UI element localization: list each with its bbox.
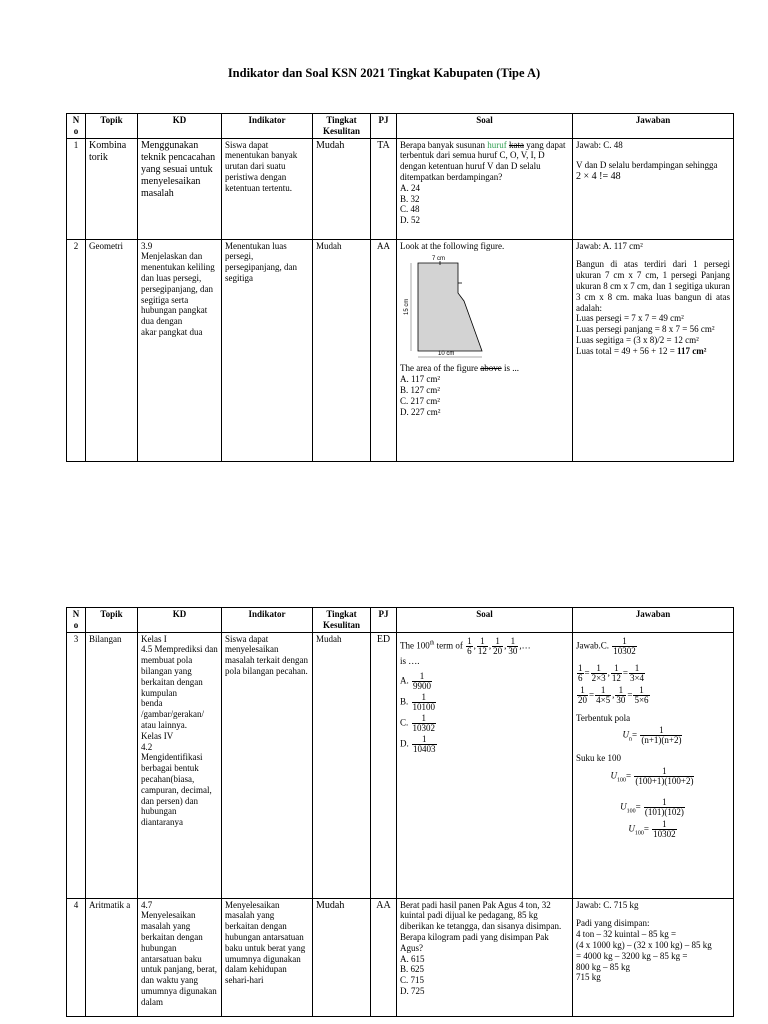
header-kd: KD	[138, 608, 222, 633]
cell-jawaban: Jawab.C. $\frac{1}{10302}$ $\frac{1}{6}$ = $\frac{1}{2\times 3}$ , $\frac{1}{12}$ = $\frac{1}{3\times 4}$ $\frac{1}{20}$ = $\frac{1}{4\times 5}$ , $\frac{1}{30}$ = $\frac{1}{5\times 6}$ Terbentuk pola $U_n=$ $\frac{1}{(n+1)(n+2)}$ Suku ke 100 $U_{100}=$ $\frac{1}{(100+1)(100+2)}$ $U_{100}=$ $\frac{1}{(101)(102)}$ $U_{100}=$ $\frac{1}{10302}$	[573, 632, 734, 898]
soal-text: The 100th term of $\frac{1}{6}$ , $\frac{1}{12}$ , $\frac{1}{20}$ , $\frac{1}{30}$ ,…	[400, 635, 531, 656]
option-d: D. 227 cm²	[400, 406, 441, 417]
option-a: A. $\frac{1}{9900}$	[400, 671, 431, 692]
answer-u100-step3: $U_{100}=$ $\frac{1}{10302}$	[628, 819, 676, 840]
cell-jawaban	[573, 138, 734, 239]
option-b: B. $\frac{1}{10100}$	[400, 692, 436, 713]
cell-tingkat: Mudah	[313, 632, 371, 898]
cell-indikator: Menentukan luas persegi, persegipanjang, dan segitiga	[222, 239, 313, 461]
answer-general-term: $U_n=$ $\frac{1}{(n+1)(n+2)}$	[622, 725, 682, 746]
cell-no: 3	[67, 632, 86, 898]
cell-soal	[397, 898, 573, 1016]
header-jawaban: Jawaban	[573, 608, 734, 633]
table-row	[67, 239, 734, 461]
option-c: C. 48	[400, 204, 420, 215]
cell-tingkat: Mudah	[313, 138, 371, 239]
header-soal: Soal	[397, 114, 573, 139]
cell-soal	[397, 138, 573, 239]
cell-no: 4	[67, 898, 86, 1016]
cell-tingkat: Mudah	[313, 239, 371, 461]
header-row	[67, 608, 734, 633]
soal-text: Berat padi hasil panen Pak Agus 4 ton, 32 kuintal padi dijual ke pedagang, 85 kg diberikan ke tetangga, dan sisanya disimpan. Berapa kilogram padi yang disimpan Pak Agus?	[400, 899, 562, 953]
soal-question: The area of the figure above is ...	[400, 363, 519, 374]
option-c: C. 715	[400, 975, 425, 986]
header-topik: Topik	[86, 608, 138, 633]
header-jawaban: Jawaban	[573, 114, 734, 139]
cell-kd: 3.9 Menjelaskan dan menentukan keliling dan luas persegi, persegipanjang, dan segitiga serta hubungan pangkat dua dengan akar pangkat dua	[138, 239, 222, 461]
option-d: D. $\frac{1}{10403}$	[400, 734, 436, 755]
figure-side-label: 15 cm	[404, 299, 410, 316]
cell-no: 1	[67, 138, 86, 239]
figure-top-label: 7 cm	[432, 256, 446, 263]
header-tingkat: Tingkat Kesulitan	[313, 608, 371, 633]
cell-indikator: Menyelesaikan masalah yang berkaitan dengan hubungan antarsatuan baku untuk berat yang umumnya digunakan dalam kehidupan sehari-hari	[222, 898, 313, 1016]
cell-pj: TA	[371, 138, 397, 239]
header-kd: KD	[138, 114, 222, 139]
header-no: N o	[67, 608, 86, 633]
option-a: A. 117 cm²	[400, 374, 441, 385]
answer-luas-persegi: Luas persegi = 7 x 7 = 49 cm²	[576, 313, 684, 324]
question-table-2	[66, 607, 734, 1017]
question-table-1	[66, 113, 734, 462]
cell-topik: Bilangan	[86, 632, 138, 898]
soal-text: Berapa banyak susunan huruf kata yang dapat terbentuk dari semua huruf C, O, V, I, D dengan ketentuan huruf V dan D selalu ditempatkan berdampingan?	[400, 139, 566, 182]
header-pj: PJ	[371, 608, 397, 633]
answer-luas-persegi-panjang: Luas persegi panjang = 8 x 7 = 56 cm²	[576, 324, 715, 335]
cell-jawaban	[573, 239, 734, 461]
answer-u100-step2: $U_{100}=$ $\frac{1}{(101)(102)}$	[620, 797, 684, 818]
option-b: B. 625	[400, 964, 425, 975]
header-pj: PJ	[371, 114, 397, 139]
answer-explanation: V dan D selalu berdampingan sehingga	[576, 160, 718, 171]
cell-topik: Aritmatik a	[86, 898, 138, 1016]
answer-key: Jawab: C. 48	[576, 139, 623, 150]
option-a: A. 615	[400, 953, 425, 964]
answer-calculation: 2 × 4 != 48	[576, 171, 621, 183]
answer-u100-step1: $U_{100}=$ $\frac{1}{(100+1)(100+2)}$	[610, 766, 694, 787]
header-indikator: Indikator	[222, 114, 313, 139]
option-a: A. 24	[400, 182, 420, 193]
header-no: N o	[67, 114, 86, 139]
cell-no: 2	[67, 239, 86, 461]
answer-key: Jawab: A. 117 cm²	[576, 240, 643, 251]
cell-kd: 4.7 Menyelesaikan masalah yang berkaitan dengan hubungan antarsatuan baku untuk panjang, berat, dan waktu yang umumnya digunakan dalam	[138, 898, 222, 1016]
answer-expansion-1: $\frac{1}{6}$ = $\frac{1}{2\times 3}$ , $\frac{1}{12}$ = $\frac{1}{3\times 4}$	[578, 662, 645, 683]
answer-luas-total: Luas total = 49 + 56 + 12 = 117 cm²	[576, 345, 707, 356]
option-d: D. 52	[400, 215, 420, 226]
option-c: C. $\frac{1}{10302}$	[400, 713, 436, 734]
header-soal: Soal	[397, 608, 573, 633]
cell-pj: AA	[371, 239, 397, 461]
option-b: B. 32	[400, 193, 420, 204]
answer-key: Jawab.C. $\frac{1}{10302}$	[576, 635, 636, 656]
cell-kd: Kelas I 4.5 Memprediksi dan membuat pola bilangan yang berkaitan dengan kumpulan benda /gambar/gerakan/ atau lainnya. Kelas IV 4.2 Mengidentifikasi berbagai bentuk pecahan(biasa, campuran, decimal, dan persen) dan hubungan diantaranya	[138, 632, 222, 898]
option-b: B. 127 cm²	[400, 384, 440, 395]
cell-indikator: Siswa dapat menentukan banyak urutan dari suatu peristiwa dengan ketentuan tertentu.	[222, 138, 313, 239]
cell-pj: ED	[371, 632, 397, 898]
geometry-figure	[402, 253, 502, 361]
table-row	[67, 138, 734, 239]
figure-bottom-label: 10 cm	[438, 351, 455, 358]
option-d: D. 725	[400, 985, 425, 996]
answer-explanation: Bangun di atas terdiri dari 1 persegi ukuran 7 cm x 7 cm, 1 persegi Panjang ukuran 8 cm x 7 cm, dan 1 segitiga ukuran 3 cm x 8 cm. maka luas bangun di atas adalah:	[576, 259, 730, 313]
answer-luas-segitiga: Luas segitiga = (3 x 8)/2 = 12 cm²	[576, 334, 699, 345]
cell-kd: Menggunakan teknik pencacahan yang sesuai untuk menyelesaikan masalah	[138, 138, 222, 239]
cell-tingkat: Mudah	[313, 898, 371, 1016]
header-topik: Topik	[86, 114, 138, 139]
cell-indikator: Siswa dapat menyelesaikan masalah terkait dengan pola bilangan pecahan.	[222, 632, 313, 898]
cell-topik: Kombina torik	[86, 138, 138, 239]
soal-intro: Look at the following figure.	[400, 240, 505, 251]
page-title: Indikator dan Soal KSN 2021 Tingkat Kabupaten (Tipe A)	[227, 66, 541, 80]
answer-key: Jawab: C. 715 kg	[576, 899, 639, 910]
cell-soal: The 100th term of $\frac{1}{6}$ , $\frac{1}{12}$ , $\frac{1}{20}$ , $\frac{1}{30}$ ,… is …. A. $\frac{1}{9900}$ B. $\frac{1}{10100}$ C. $\frac{1}{10302}$ D. $\frac{1}{10403}$	[397, 632, 573, 898]
cell-soal	[397, 239, 573, 461]
table-row	[67, 632, 734, 898]
answer-expansion-2: $\frac{1}{20}$ = $\frac{1}{4\times 5}$ , $\frac{1}{30}$ = $\frac{1}{5\times 6}$	[578, 684, 649, 705]
header-indikator: Indikator	[222, 608, 313, 633]
header-tingkat: Tingkat Kesulitan	[313, 114, 371, 139]
option-c: C. 217 cm²	[400, 395, 440, 406]
header-row	[67, 114, 734, 139]
cell-jawaban: Jawab: C. 715 kg Padi yang disimpan: 4 ton – 32 kuintal – 85 kg = (4 x 1000 kg) – (32 x 100 kg) – 85 kg = 4000 kg – 3200 kg – 85 kg = 800 kg – 85 kg 715 kg	[573, 898, 734, 1016]
cell-topik: Geometri	[86, 239, 138, 461]
cell-pj: AA	[371, 898, 397, 1016]
table-row	[67, 898, 734, 1016]
